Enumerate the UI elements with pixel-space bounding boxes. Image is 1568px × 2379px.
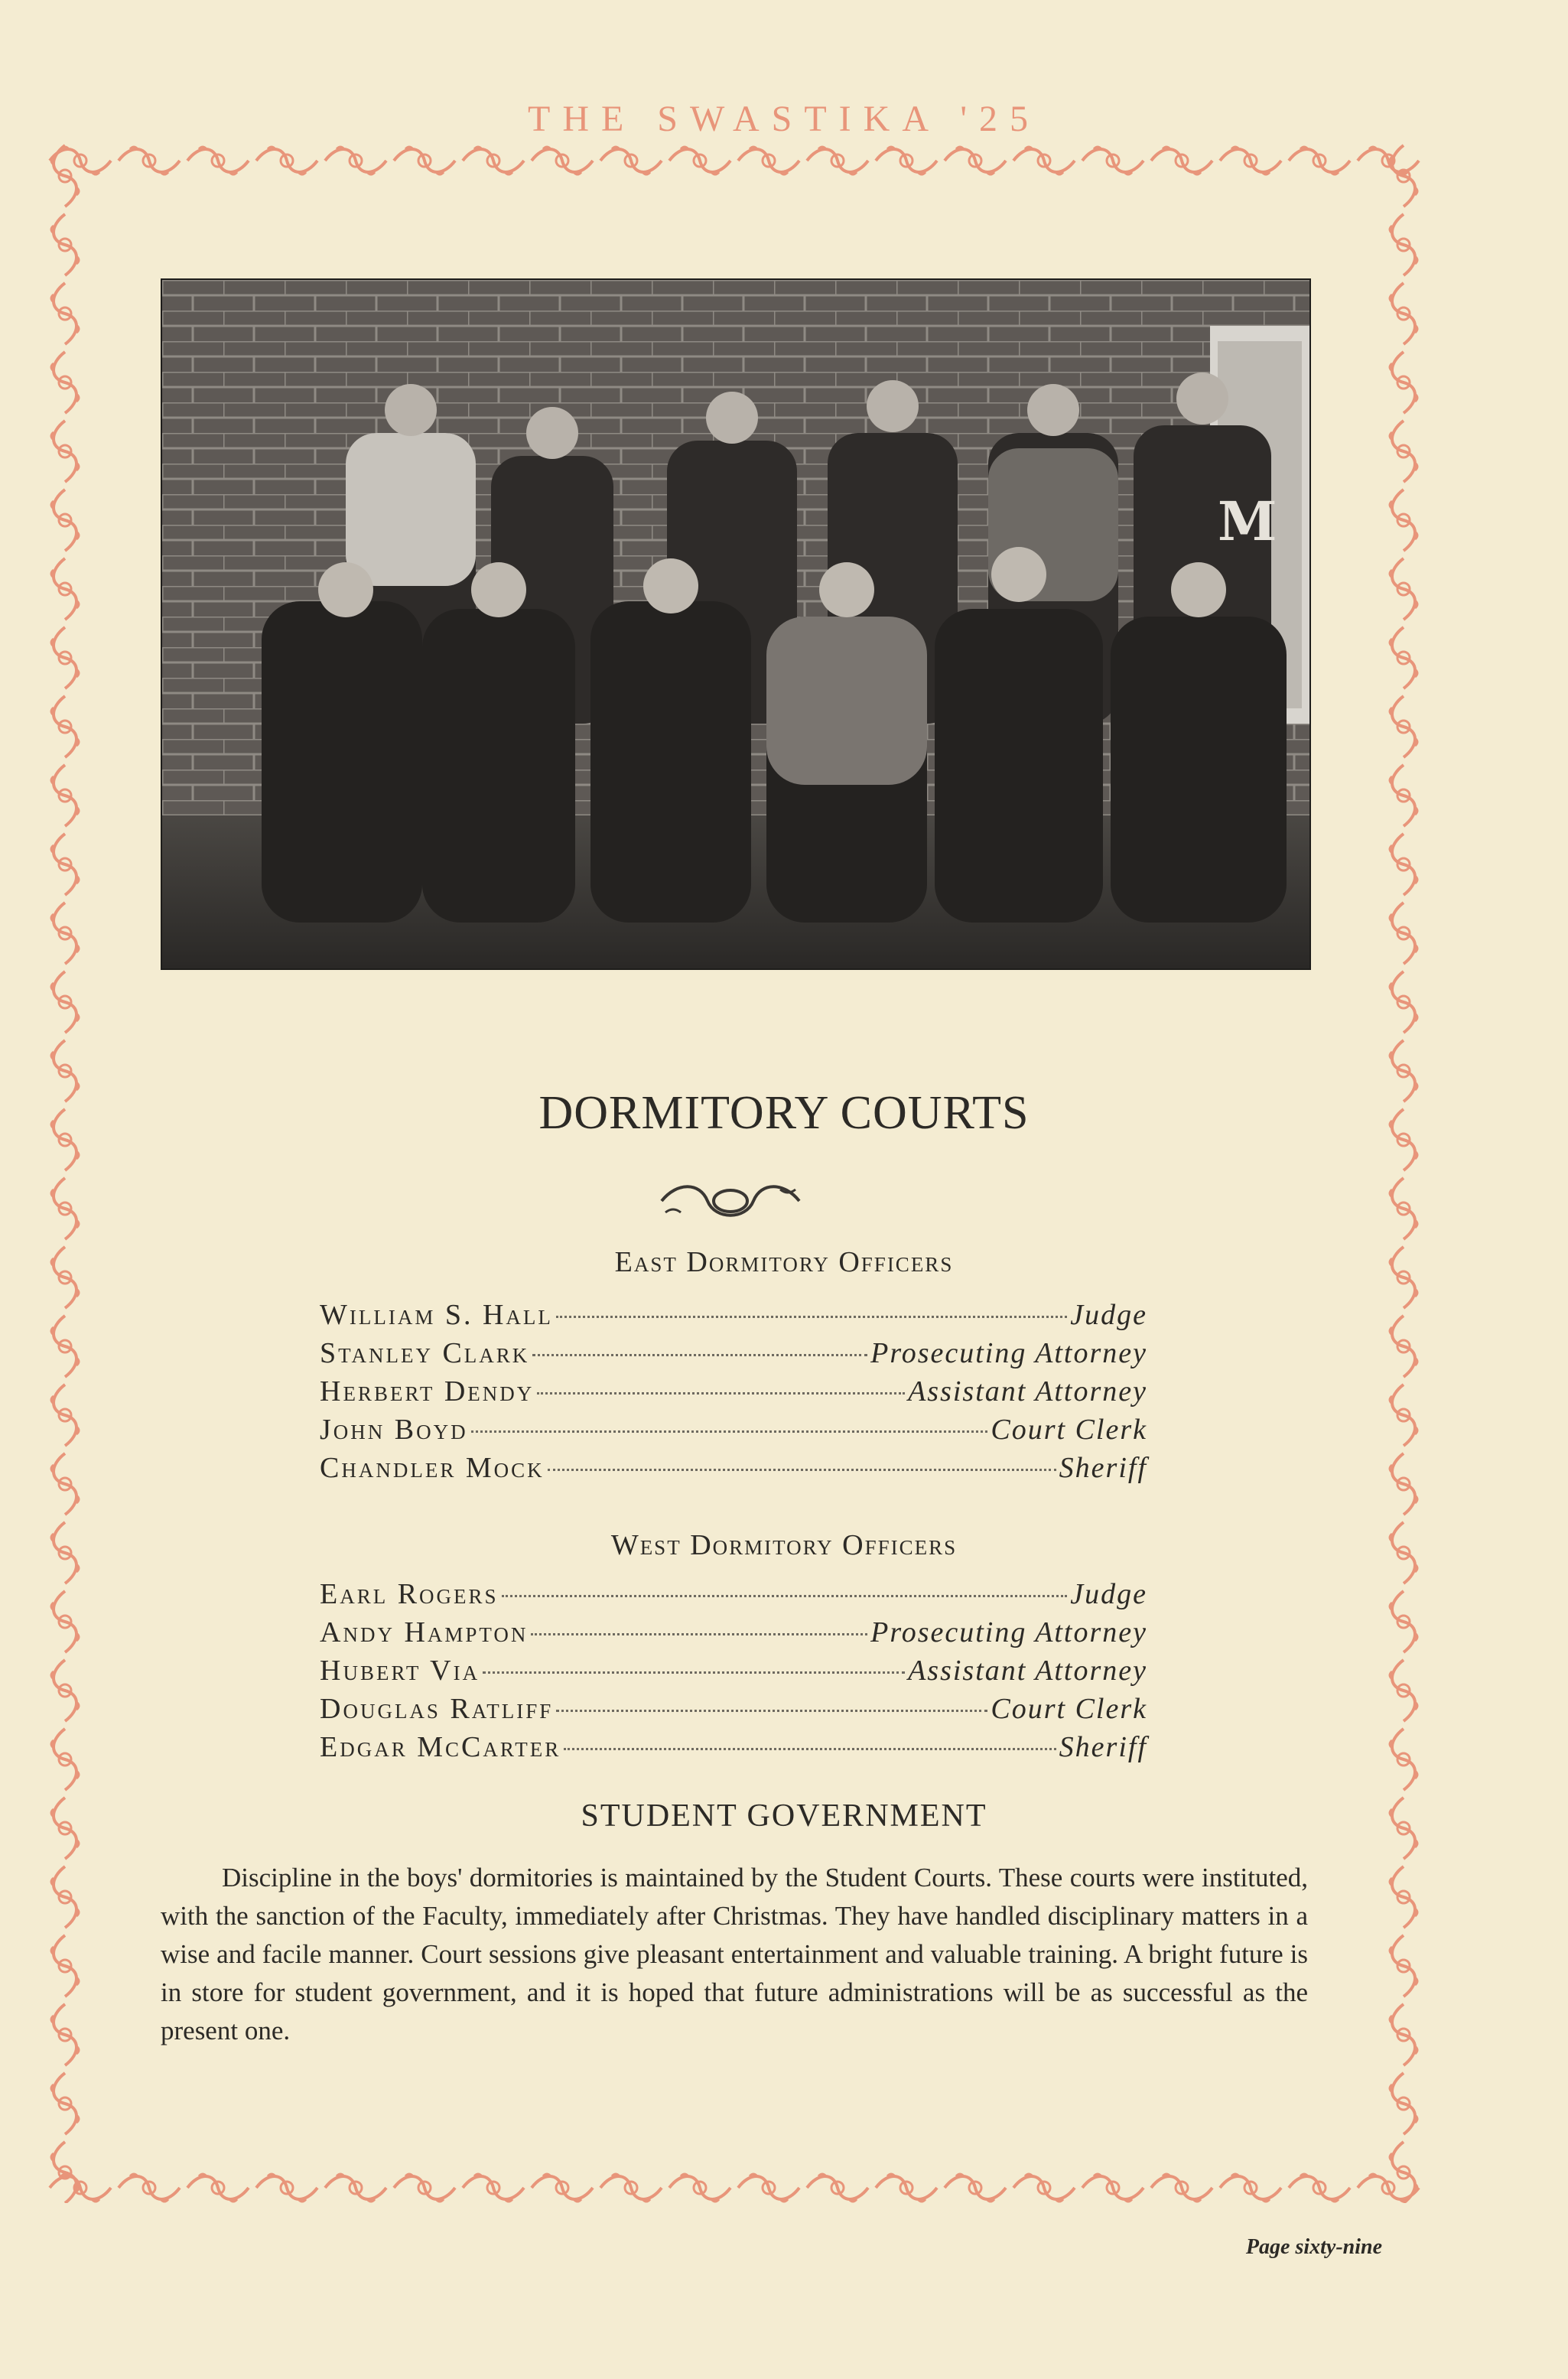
officer-name: William S. Hall <box>320 1299 553 1331</box>
west-section-title: West Dormitory Officers <box>610 1529 958 1561</box>
officer-row <box>320 1413 1147 1451</box>
officer-name: Hubert Via <box>320 1655 480 1687</box>
officer-row <box>320 1577 1147 1616</box>
officer-row <box>320 1336 1147 1375</box>
officer-row <box>320 1616 1147 1654</box>
dot-leader <box>537 1392 905 1395</box>
svg-text:M: M <box>1218 490 1277 553</box>
page-number: Page sixty-nine <box>1245 2235 1382 2259</box>
officer-role: Sheriff <box>1059 1452 1147 1484</box>
dot-leader <box>532 1354 867 1356</box>
officer-role: Assistant Attorney <box>908 1655 1147 1687</box>
officer-name: Herbert Dendy <box>320 1375 535 1408</box>
officer-role: Court Clerk <box>991 1693 1147 1725</box>
officer-role: Judge <box>1070 1578 1147 1610</box>
officer-name: Chandler Mock <box>320 1452 545 1484</box>
officer-role: Sheriff <box>1059 1731 1147 1763</box>
dot-leader <box>556 1710 987 1712</box>
officer-role: Court Clerk <box>991 1414 1147 1446</box>
dot-leader <box>483 1671 905 1674</box>
officer-row <box>320 1375 1147 1413</box>
officer-row <box>320 1451 1147 1489</box>
officer-role: Judge <box>1070 1299 1147 1331</box>
running-head: THE SWASTIKA '25 <box>528 99 1040 139</box>
officer-row <box>320 1654 1147 1692</box>
group-photo <box>161 278 1311 970</box>
officer-role: Prosecuting Attorney <box>870 1616 1147 1648</box>
dot-leader <box>471 1430 988 1433</box>
officer-row <box>320 1692 1147 1730</box>
east-officers-list <box>320 1298 1147 1489</box>
officer-row <box>320 1298 1147 1336</box>
dot-leader <box>564 1748 1056 1750</box>
dot-leader <box>556 1316 1067 1318</box>
officer-name: John Boyd <box>320 1414 468 1446</box>
east-section-title: East Dormitory Officers <box>614 1246 954 1278</box>
main-title: DORMITORY COURTS <box>538 1087 1030 1139</box>
officer-name: Stanley Clark <box>320 1337 530 1369</box>
officer-role: Prosecuting Attorney <box>870 1337 1147 1369</box>
officer-name: Andy Hampton <box>320 1616 529 1648</box>
dot-leader <box>502 1595 1068 1597</box>
officer-name: Edgar McCarter <box>320 1731 561 1763</box>
student-government-title: STUDENT GOVERNMENT <box>581 1798 987 1834</box>
dot-leader <box>531 1633 867 1635</box>
officer-row <box>320 1730 1147 1769</box>
dot-leader <box>548 1469 1056 1471</box>
student-government-paragraph: Discipline in the boys' dormitories is maintained by the Student Courts. These courts were instituted, with the sanction of the Faculty, immediately after Christmas. They have handled disciplinary matters in a wise and facile manner. Court sessions give pleasant entertainment and valuable training. A bright future is in store for student government, and it is hoped that future administrations will be as successful as the present one. <box>161 1863 1308 2045</box>
west-officers-list <box>320 1577 1147 1769</box>
officer-name: Earl Rogers <box>320 1578 499 1610</box>
title-ornament <box>654 1178 807 1224</box>
officer-role: Assistant Attorney <box>908 1375 1147 1408</box>
officer-name: Douglas Ratliff <box>320 1693 554 1725</box>
